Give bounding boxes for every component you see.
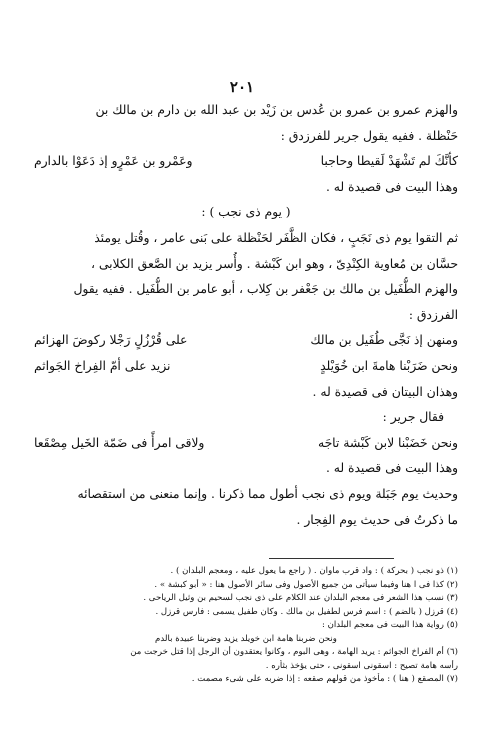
footnote: (٥) رواية هذا البيت فى معجم البلدان : (321, 620, 458, 630)
footnote: (٧) المصقع ( هنا ) : مأخوذ من قولهم صقعه : إذا ضربه على شىء مصمت . (191, 674, 458, 684)
footnote: (٤) قرزل ( بالضم ) : اسم فرس لطفيل بن مالك . وكان طفيل يسمى : فارس قرزل . (155, 606, 458, 617)
text-line: وهذا البيت فى قصيدة له . (325, 179, 458, 194)
footnote: (٣) نسب هذا الشعر فى معجم البلدان عند الكلام على ذى نجب لسحيم بن وثيل الرياحى . (143, 593, 458, 603)
text-line: وهذان البيتان فى قصيدة له . (312, 384, 458, 399)
verse-second-hemistich: على قُرْزُلٍ رَجْلا ركوضَ الهزائم (34, 333, 188, 348)
verse-second-hemistich: ولاقى امرأً فى ضَمّة الخَيل مِصْقَعا (34, 435, 205, 450)
footnote-divider (269, 558, 394, 559)
text-line: فقال جرير : (382, 410, 444, 425)
verse-first-hemistich: كأنَّكَ لم تَشْهَدْ لَقيطا وحاجبا (320, 154, 458, 169)
verse-second-hemistich: وعَمْرو بن عَمْرٍو إذ دَعَوْا بالدارم (34, 154, 193, 169)
main-text (34, 98, 458, 533)
text-line: ما ذكرتُ فى حديث يوم الفِجار . (296, 512, 458, 527)
verse-line (34, 354, 458, 380)
verse-line (34, 328, 458, 354)
section-heading: ( يوم ذى نجب ) : (201, 205, 291, 220)
verse-line (34, 149, 458, 175)
footnote: رأسه هامة تصيح : اسقونى اسقونى ، حتى يؤخذ بثأره . (265, 660, 458, 671)
verse-first-hemistich: ومنهن إذ نَجَّى طُفَيل بن مالك (310, 333, 458, 348)
text-line: الفرزدق : (408, 307, 458, 322)
verse-first-hemistich: ونحن خَضَبْنا لابن كَبْشة تاجَه (317, 435, 458, 450)
text-line: حسَّان بن مُعاوية الكِنْدِىّ ، وهو ابن كَبْشة . وأُسر يزيد بن الصَّعق الكلابى ، (90, 256, 458, 271)
verse-first-hemistich: ونحن ضَرَبْنا هامةَ ابن خُوَيْلدٍ (320, 358, 458, 373)
text-line: والهزم عمرو بن عمرو بن عُدس بن زَيْد بن عبد الله بن دارم بن مالك بن (95, 103, 458, 117)
footnote: (١) ذو نجب ( بحركة ) : واد قرب ماوان . ( راجع ما يعول عليه ، ومعجم البلدان ) . (170, 566, 458, 576)
footnote: (٢) كذا فى ا هنا وفيما سيأتى من جميع الأصول وفى سائر الأصول هنا : « أبو كبشة » . (154, 579, 458, 590)
text-line: حَنْظلة . ففيه يقول جرير للفرزدق : (280, 128, 458, 143)
verse-second-hemistich: نزيد على أمّ الفِراخ الجَواثم (34, 358, 171, 373)
footnote: (٦) أم الفراخ الجواثم : يريد الهامة ، وهى البوم ، وكانوا يعتقدون أن الرجل إذا قتل خرجت من (130, 647, 458, 657)
footnote-verse: ونحن ضربنا هامة ابن خويلد يزيد وضربنا عبيدة بالدم (155, 633, 337, 644)
text-line: وهذا البيت فى قصيدة له . (325, 461, 458, 476)
page-number: ٢٠١ (229, 78, 255, 96)
text-line: والهزم الطُّفَيل بن مالك بن جَعْفر بن كِلاب ، أبو عامر بن الطُّفَيل . ففيه يقول (73, 282, 458, 297)
footnotes (34, 565, 458, 687)
text-line: وحديث يوم جَبَلة ويوم ذى نجب أطول مما ذكرنا . وإنما منعنى من استقصائه (77, 486, 458, 501)
text-line: ثم التقوا يوم ذى نَجَبٍ ، فكان الظَّفَر لحَنْظلة على بَنى عامر ، وقُتل يومئذ (94, 230, 458, 245)
verse-line (34, 431, 458, 457)
